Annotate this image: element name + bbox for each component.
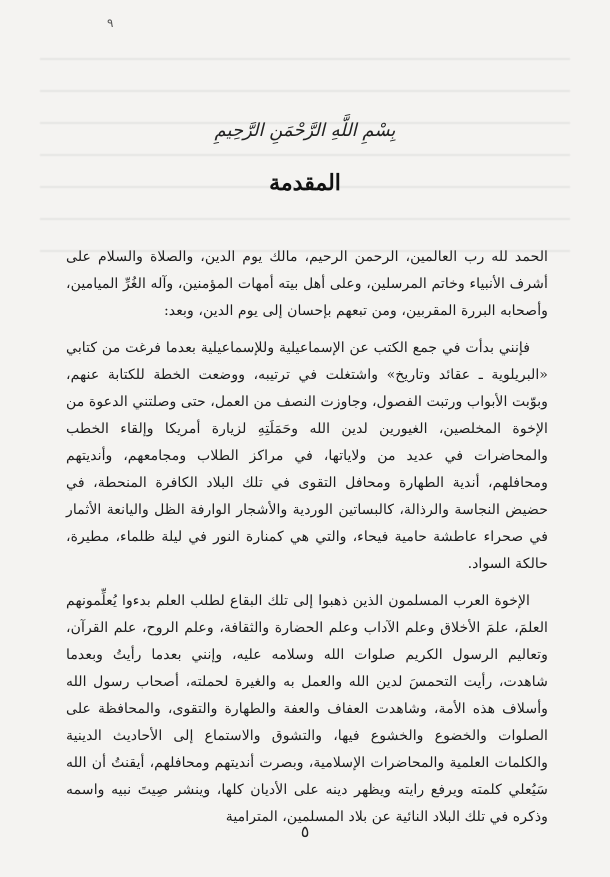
top-mark: ٩ <box>107 16 114 30</box>
page-title: المقدمة <box>269 170 341 196</box>
paragraph-3: الإخوة العرب المسلمون الذين ذهبوا إلى تلك البقاع لطلب العلم بدءوا يُعلِّمونهم العلمَ، علمَ الأخلاق وعلم الآداب وعلم الحضارة والثقافة، وعلم الروح، علم القرآن، وتعاليم الرسول الكريم صلوات الله وسلامه عليه، وإنني بعدما رأيتُ وبعدما شاهدت، رأيت التحمسَ لدين الله والعمل به والغيرة لحملته، أصحاب رسول الله وأسلاف هذه الأمة، وشاهدت العفاف والعفة والطهارة والتقوى، والمحافظة على الصلوات والخضوع والخشوع فيها، والتشوق والاستماع إلى الأحاديث الدينية والكلمات العلمية والمحاضرات الإسلامية، وبصرت أنديتهم ومحافلهم، أيقنتُ أن الله سَيُعلي كلمته ويرفع رايته ويظهر دينه على الأديان كلها، وينشر صِيتَ نبيه واسمه وذكره في تلك البلاد النائية عن بلاد المسلمين، المترامية <box>66 593 548 825</box>
body-text <box>66 244 548 841</box>
page-number: ٥ <box>300 822 310 841</box>
basmala-heading: بِسْمِ اللَّهِ الرَّحْمَنِ الرَّحِيمِ <box>214 120 396 141</box>
paragraph-intro: الحمد لله رب العالمين، الرحمن الرحيم، مالك يوم الدين، والصلاة والسلام على أشرف الأنبياء وخاتم المرسلين، وعلى أهل بيته أمهات المؤمنين، وآله الغُرِّ الميامين، وأصحابه البررة المقربين، ومن تبعهم بإحسان إلى يوم الدين، وبعد: <box>66 249 548 319</box>
paragraph-2: فإنني بدأت في جمع الكتب عن الإسماعيلية وللإسماعيلية بعدما فرغت من كتابي «البريلوية ـ عقائد وتاريخ» واشتغلت في ترتيبه، ووضعت الخطة للكتابة عنهم، وبوّبت الأبواب ورتبت الفصول، وجاوزت النصف من العمل، حتى وصلتني الدعوة من الإخوة المخلصين، الغيورين لدين الله وحَمَلَتِهِ لزيارة أمريكا وإلقاء الخطب والمحاضرات في عديد من ولاياتها، في مراكز الطلاب ومجامعهم، وأنديتهم ومحافلهم، أندية الطهارة ومحافل التقوى في تلك البلاد الكافرة المنحطة، في حضيض النجاسة والرذالة، كالبساتين الوردية والأشجار الوارفة الظل واليانعة الأثمار في صحراء عاطشة حامية فيحاء، والتي هي كمنارة النور في ليلة ظلماء، مطيرة، حالكة السواد. <box>66 340 548 572</box>
bleed-through-shadow <box>40 40 570 270</box>
